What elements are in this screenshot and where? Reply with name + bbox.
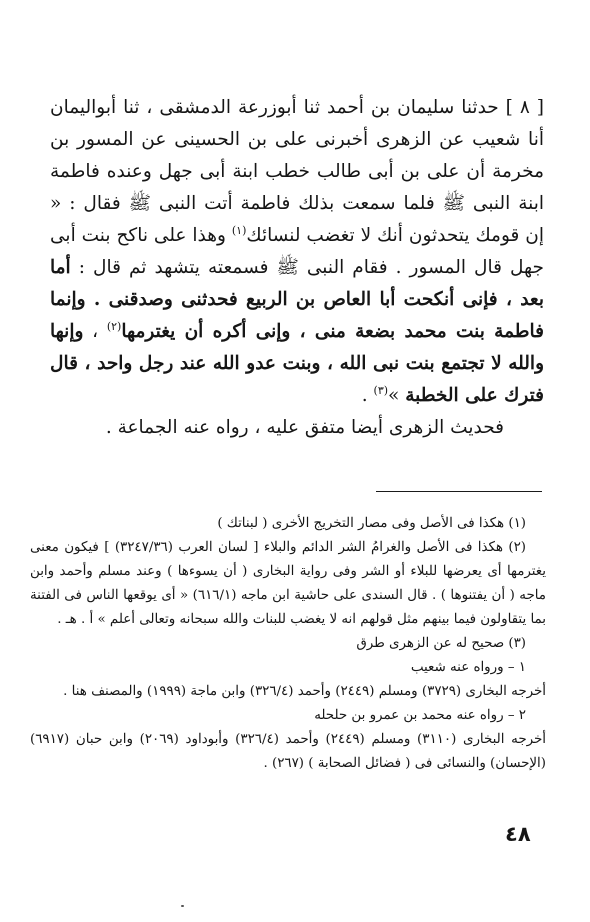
hadith-text-4: »	[388, 385, 406, 406]
hadith-text-1: [ ٨ ] حدثنا سليمان بن أحمد ثنا أبوزرعة الدمشقى ، ثنا أبواليمان أنا شعيب عن الزهرى أخبرنى على بن الحسينى عن المسور بن مخرمة أن على بن أبى طالب خطب ابنة أبى جهل وعنده فاطمة ابنة النبى ﷺ فلما سمعت بذلك فاطمة أتت النبى ﷺ فقال : « إن قومك يتحدثون أنك لا تغضب لنسائك	[50, 97, 544, 246]
hadith-paragraph	[50, 92, 544, 412]
footnote-1: (١) هكذا فى الأصل وفى مصار التخريج الأخرى ( لبناتك )	[217, 516, 526, 531]
footnote-3: (٣) صحيح له عن الزهرى طرق	[356, 636, 526, 651]
footnote-3-way-1-text: أخرجه البخارى (٣٧٢٩) ومسلم (٢٤٤٩) وأحمد (٣٢٦/٤) وابن ماجة (١٩٩٩) والمصنف هنا .	[63, 684, 546, 699]
page-number: ٤٨	[505, 822, 531, 846]
hadith-text-5: .	[361, 385, 374, 406]
hadith-bold-2: وإنها والله لا تجتمع بنت نبى الله ، وبنت عدو الله عند رجل واحد ، قال فترك على الخطبة	[50, 321, 544, 406]
scan-speck	[181, 905, 184, 907]
footnote-3-way-2-text: أخرجه البخارى (٣١١٠) ومسلم (٢٤٤٩) وأحمد (٣٢٦/٤) وأبوداود (٢٠٦٩) وابن حبان (٦٩١٧) (الإحسان) والنسائى فى ( فضائل الصحابة ) (٢٦٧) .	[30, 732, 547, 771]
footnote-3-way-2-title: ٢ – رواه عنه محمد بن عمرو بن حلحله	[314, 708, 526, 723]
footnote-2: (٢) هكذا فى الأصل والغرامُ الشر الدائم والبلاء [ لسان العرب (٣٢٤٧/٣٦) ] فيكون معنى يغترمها أى يعرضها للبلاء أو الشر وفى رواية البخارى ( أن يسوءها ) وعند مسلم وأحمد وابن ماجه ( أن يفتنوها ) . قال السندى على حاشية ابن ماجه (٦١٦/١) « أى يوقعها الناس فى الفتنة بما يتقاولون فيما بينهم مثل قولهم انه لا يغضب للبنات والله سبحانه وتعالى أعلم » أ . هـ .	[30, 540, 546, 627]
hadith-text-3: ،	[83, 321, 107, 342]
hadith-bold-1: أما بعد ، فإنى أنكحت أبا العاص بن الربيع فحدثنى وصدقنى . وإنما فاطمة بنت محمد بضعة منى ، وإنى أكره أن يغترمها	[50, 257, 544, 342]
footnote-divider	[376, 491, 542, 492]
main-text	[50, 92, 544, 444]
footnote-3-way-1-title: ١ – ورواه عنه شعيب	[410, 660, 526, 675]
footnote-ref-3: (٣)	[373, 383, 389, 397]
hadith-text-2: وهذا على ناكح بنت أبى جهل قال المسور . فقام النبى ﷺ فسمعته يتشهد ثم قال :	[50, 225, 544, 278]
footnote-ref-2: (٢)	[106, 319, 122, 333]
footnotes	[30, 512, 546, 776]
footnote-ref-1: (١)	[231, 223, 247, 237]
summary-paragraph: فحديث الزهرى أيضا متفق عليه ، رواه عنه الجماعة .	[105, 417, 504, 438]
